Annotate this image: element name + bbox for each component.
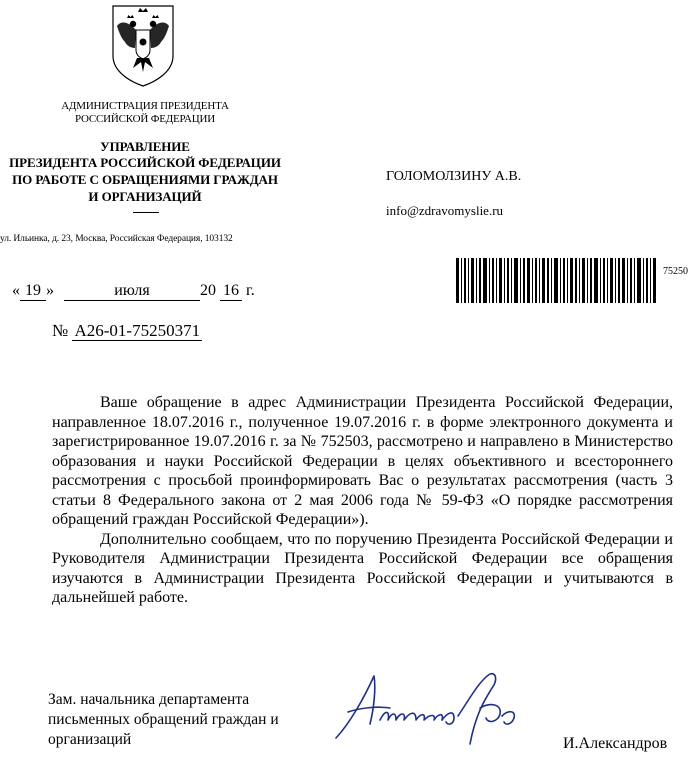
- admin-line-2: РОССИЙСКОЙ ФЕДЕРАЦИИ: [74, 113, 216, 125]
- date-open-quote: «: [12, 282, 20, 299]
- signer-title-line-3: организаций: [48, 731, 132, 748]
- signer-title-line-1: Зам. начальника департамента: [48, 691, 250, 708]
- regno-prefix: №: [52, 321, 69, 340]
- body-paragraph-1: Ваше обращение в адрес Администрации Президента Российской Федерации, направленное 18.07.2016 г., полученное 19.07.2016 г. в форме электронного документа и зарегистрированное 19.07.2016 г. за № 752503, рассмотрено и направлено в Министерство образования и науки Российской Федерации в целях объективного и всестороннего рассмотрения с просьбой проинформировать Вас о результатах рассмотрения (часть 3 статьи 8 Федерального закона от 2 мая 2006 года № 59-ФЗ «О порядке рассмотрения обращений граждан Российской Федерации»).: [52, 394, 673, 528]
- dept-line-3: ПО РАБОТЕ С ОБРАЩЕНИЯМИ ГРАЖДАН: [12, 172, 278, 187]
- recipient-name: ГОЛОМОЛЗИНУ А.В.: [386, 169, 522, 184]
- body-paragraph-2: Дополнительно сообщаем, что по поручению Президента Российской Федерации и Руководителя Администрации Президента Российской Федерации все обращения изучаются в Администрации Президента Российской Федерации и учитываются в дальнейшей работе.: [52, 530, 673, 606]
- date-year-suffix: 16: [220, 282, 242, 301]
- regno-value: А26-01-75250371: [74, 321, 201, 340]
- registration-number: [52, 321, 202, 341]
- dept-line-4: И ОРГАНИЗАЦИЙ: [88, 189, 202, 204]
- date-close-quote: »: [46, 282, 54, 299]
- barcode: [456, 258, 656, 303]
- signer-title: [48, 690, 279, 750]
- date-year-prefix: 20: [200, 282, 216, 299]
- signer-name: И.Александров: [563, 735, 668, 752]
- signer-title-line-2: письменных обращений граждан и: [48, 711, 279, 728]
- recipient-email[interactable]: info@zdravomyslie.ru: [386, 203, 504, 218]
- handwritten-signature: [330, 668, 530, 748]
- sender-address: ул. Ильинка, д. 23, Москва, Российская Федерация, 103132: [0, 234, 233, 244]
- dept-line-2: ПРЕЗИДЕНТА РОССИЙСКОЙ ФЕДЕРАЦИИ: [9, 155, 281, 170]
- letter-body: [52, 393, 673, 608]
- admin-line-1: АДМИНИСТРАЦИЯ ПРЕЗИДЕНТА: [61, 100, 229, 112]
- coat-of-arms-emblem-icon: [105, 2, 181, 88]
- date-month: июля: [64, 282, 200, 301]
- dept-underline: [133, 212, 159, 213]
- date-year-abbr: г.: [246, 282, 255, 299]
- date-day: 19: [20, 282, 46, 301]
- document-date: [12, 282, 255, 301]
- barcode-number: 75250: [663, 266, 688, 277]
- dept-line-1: УПРАВЛЕНИЕ: [100, 139, 190, 154]
